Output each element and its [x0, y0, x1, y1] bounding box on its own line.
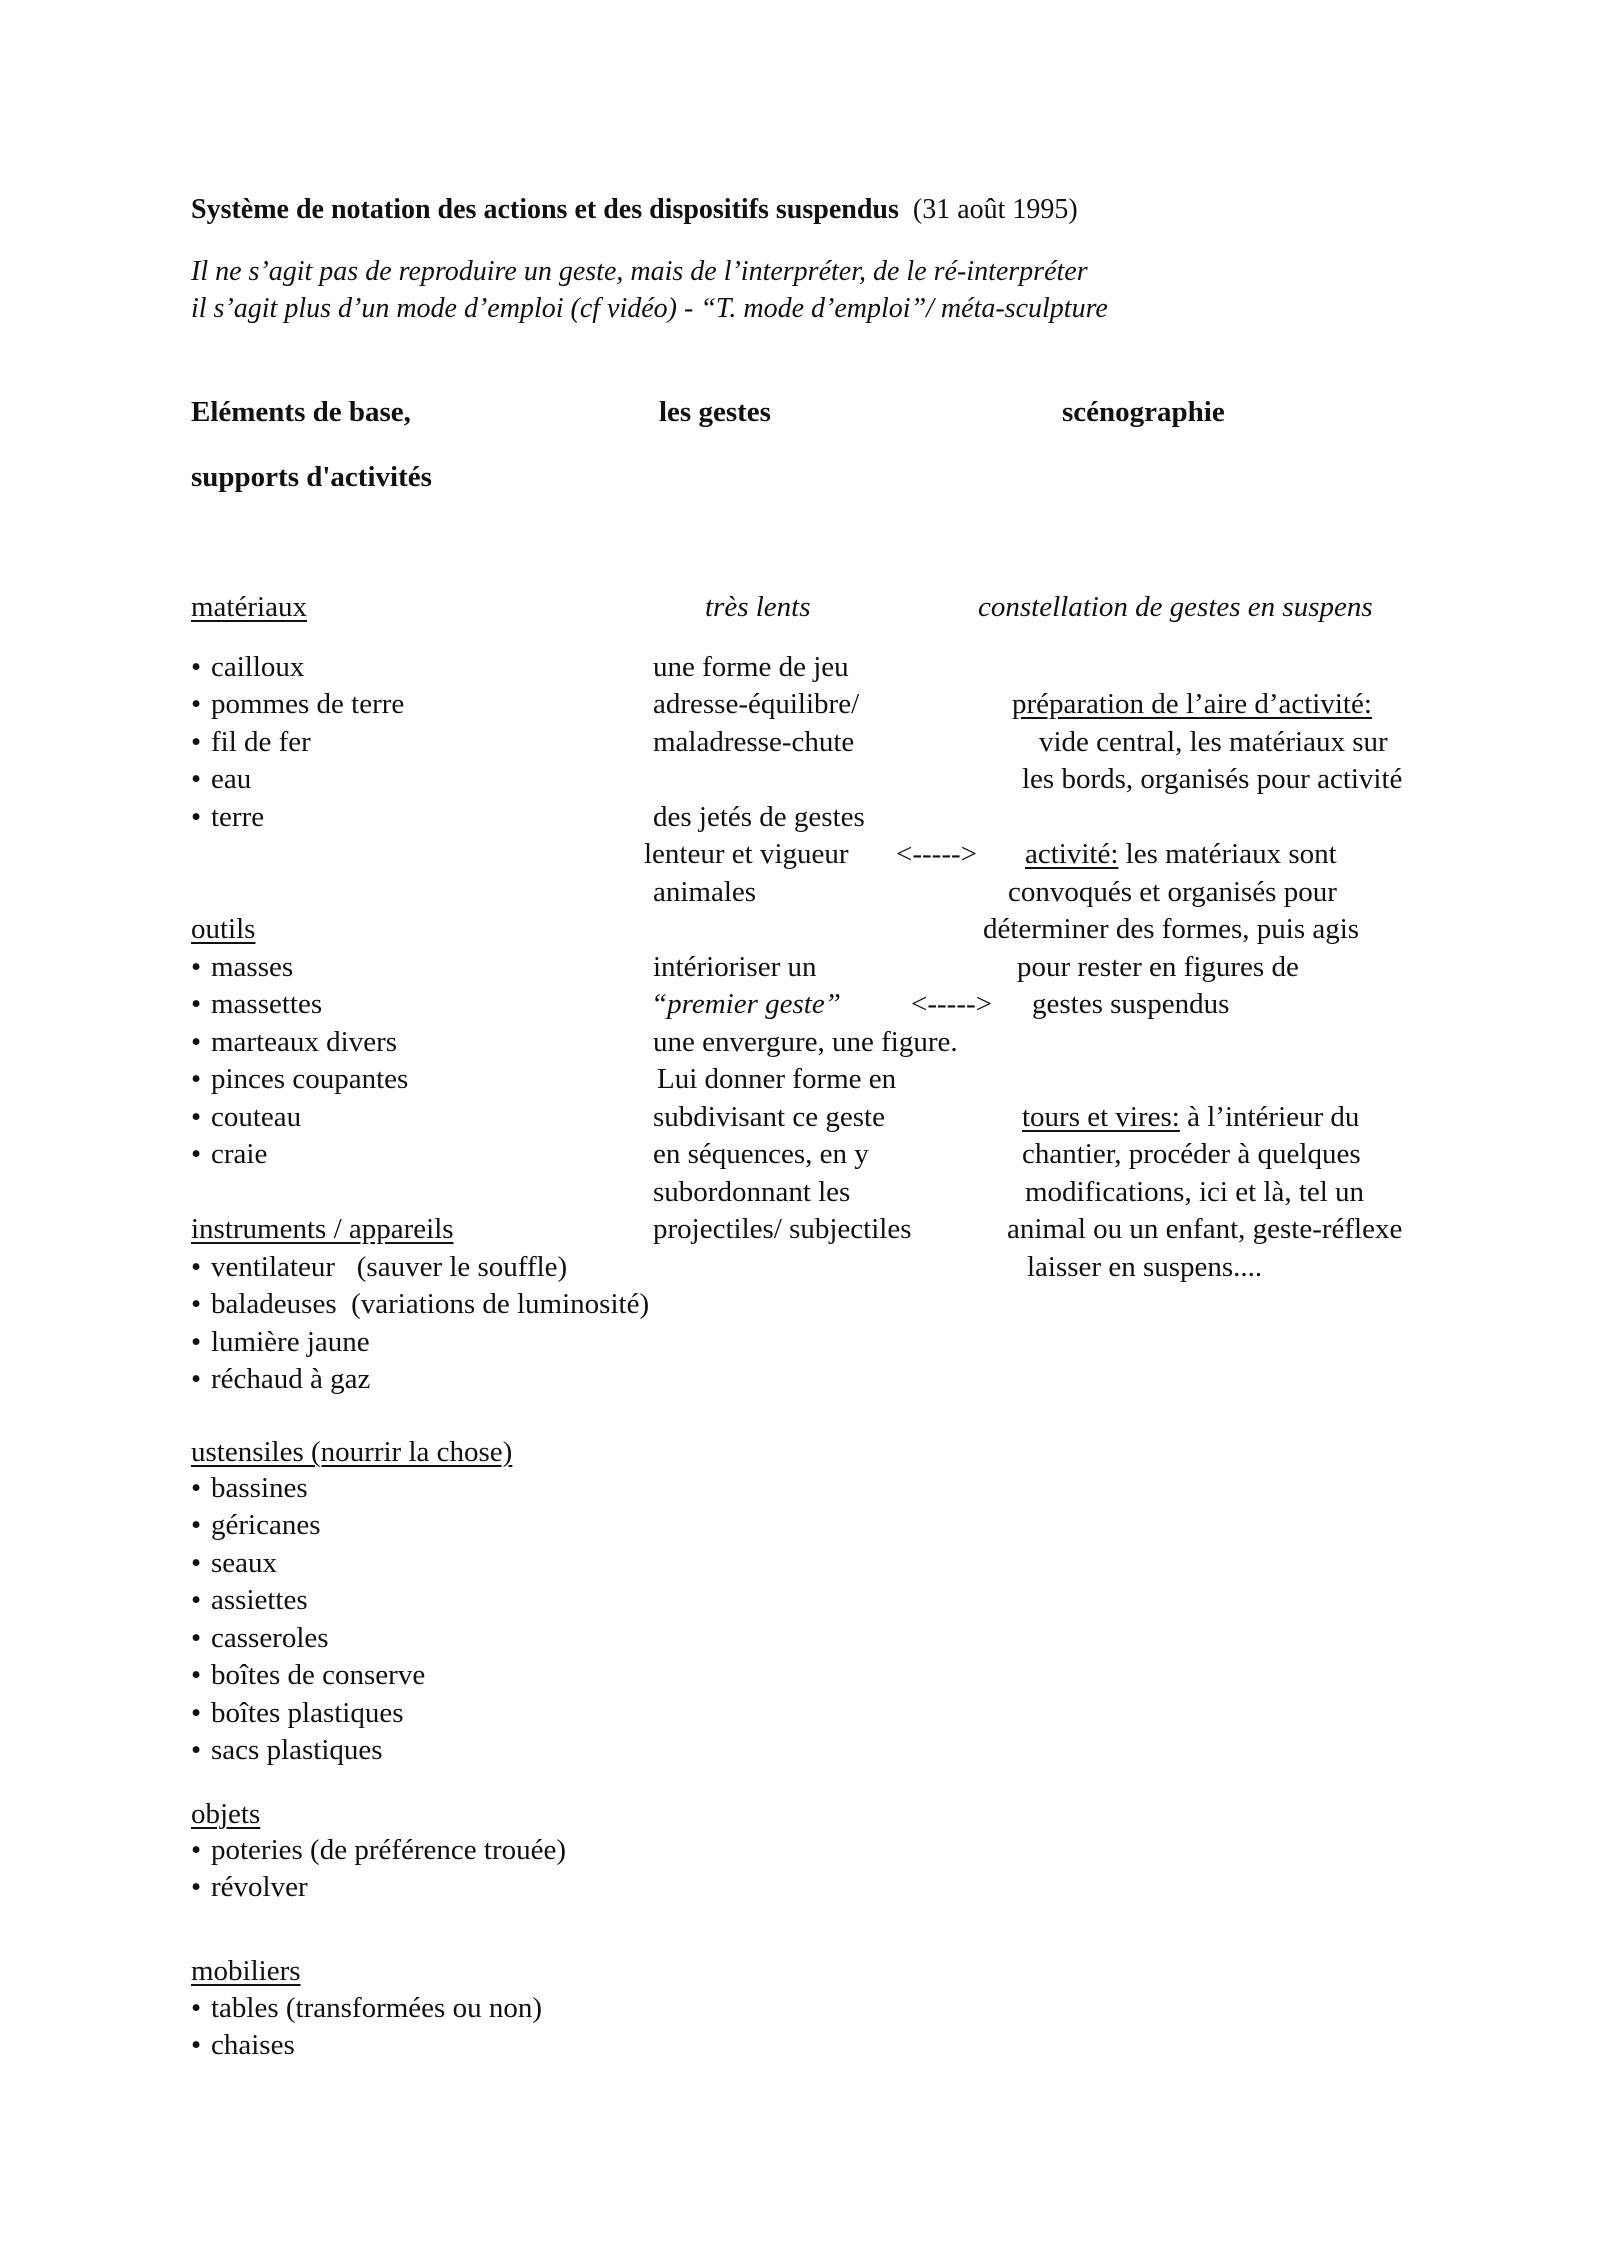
bullet-icon: • — [191, 1547, 202, 1579]
list-item-text: boîtes de conserve — [211, 1659, 426, 1691]
column-header-supports: supports d'activités — [191, 461, 432, 493]
bullet-icon: • — [191, 1138, 202, 1170]
list-item — [191, 1328, 370, 1357]
list-item — [191, 1290, 649, 1319]
double-arrow-icon: <-----> — [911, 988, 992, 1020]
list-item-text: géricanes — [211, 1509, 321, 1541]
column-header-gestes: les gestes — [659, 396, 771, 428]
bullet-icon: • — [191, 988, 202, 1020]
document-title-line — [191, 196, 1078, 224]
list-item-text: lumière jaune — [211, 1326, 370, 1358]
list-item-text: terre — [211, 801, 265, 833]
bullet-icon: • — [191, 801, 202, 833]
bullet-icon: • — [191, 1622, 202, 1654]
intro-line-1: Il ne s’agit pas de reproduire un geste, mais de l’interpréter, de le ré-interpréter — [191, 256, 1088, 287]
section-label-objets: objets — [191, 1798, 261, 1830]
subheader-constellation: constellation de gestes en suspens — [978, 591, 1373, 623]
list-item-text: baladeuses (variations de luminosité) — [211, 1288, 650, 1320]
list-item — [191, 690, 404, 719]
list-item-text: masses — [211, 951, 294, 983]
list-item-text: seaux — [211, 1547, 278, 1579]
list-item — [191, 1661, 425, 1690]
column-header-scenographie: scénographie — [1062, 396, 1225, 428]
list-item — [191, 1873, 308, 1902]
section-label-materiaux: matériaux — [191, 591, 307, 623]
bullet-icon: • — [191, 1288, 202, 1320]
gestes-line: adresse-équilibre/ — [653, 688, 860, 720]
list-item-text: cailloux — [211, 651, 305, 683]
column-header-elements: Eléments de base, — [191, 396, 411, 428]
scenographie-text: à l’intérieur du — [1179, 1101, 1360, 1133]
list-item — [191, 765, 251, 794]
bullet-icon: • — [191, 1251, 202, 1283]
scenographie-line: pour rester en figures de — [1017, 951, 1299, 983]
gestes-line: animales — [653, 876, 757, 908]
document-title: Système de notation des actions et des dispositifs suspendus — [191, 194, 899, 225]
list-item-text: fil de fer — [211, 726, 311, 758]
scenographie-line: chantier, procéder à quelques — [1022, 1138, 1361, 1170]
bullet-icon: • — [191, 1697, 202, 1729]
list-item-text: pinces coupantes — [211, 1063, 409, 1095]
bullet-icon: • — [191, 1509, 202, 1541]
list-item-text: réchaud à gaz — [211, 1363, 371, 1395]
bullet-icon: • — [191, 763, 202, 795]
bullet-icon: • — [191, 1992, 202, 2024]
scenographie-line: laisser en suspens.... — [1027, 1251, 1263, 1283]
list-item-text: poteries (de préférence trouée) — [211, 1834, 567, 1866]
section-label-instruments: instruments / appareils — [191, 1213, 454, 1245]
list-item-text: ventilateur (sauver le souffle) — [211, 1251, 568, 1283]
bullet-icon: • — [191, 726, 202, 758]
bullet-icon: • — [191, 1063, 202, 1095]
gestes-line: une forme de jeu — [653, 651, 849, 683]
bullet-icon: • — [191, 1101, 202, 1133]
list-item — [191, 1699, 404, 1728]
list-item-text: casseroles — [211, 1622, 329, 1654]
bullet-icon: • — [191, 1834, 202, 1866]
list-item — [191, 1065, 408, 1094]
list-item — [191, 1836, 566, 1865]
list-item — [191, 1028, 397, 1057]
bullet-icon: • — [191, 1659, 202, 1691]
list-item-text: pommes de terre — [211, 688, 405, 720]
list-item — [191, 1140, 267, 1169]
list-item — [191, 1365, 370, 1394]
list-item — [191, 1511, 321, 1540]
bullet-icon: • — [191, 651, 202, 683]
scenographie-label-activite: activité: — [1025, 838, 1119, 870]
list-item — [191, 2031, 295, 2060]
list-item — [191, 1549, 277, 1578]
gestes-line: une envergure, une figure. — [653, 1026, 958, 1058]
list-item — [191, 728, 311, 757]
list-item — [191, 1103, 301, 1132]
scenographie-line: les bords, organisés pour activité — [1022, 763, 1403, 795]
list-item — [191, 803, 264, 832]
list-item — [191, 1586, 308, 1615]
list-item — [191, 990, 322, 1019]
gestes-line-premier-geste: “premier geste” — [651, 988, 841, 1020]
list-item-text: couteau — [211, 1101, 302, 1133]
bullet-icon: • — [191, 688, 202, 720]
double-arrow-icon: <-----> — [896, 838, 977, 870]
section-label-ustensiles: ustensiles (nourrir la chose) — [191, 1436, 513, 1468]
scenographie-line: animal ou un enfant, geste-réflexe — [1007, 1213, 1403, 1245]
list-item-text: chaises — [211, 2029, 295, 2061]
scenographie-line: vide central, les matériaux sur — [1039, 726, 1388, 758]
list-item — [191, 1474, 308, 1503]
list-item — [191, 1253, 567, 1282]
intro-line-2: il s’agit plus d’un mode d’emploi (cf vidéo) - “T. mode d’emploi”/ méta-sculpture — [191, 293, 1108, 324]
section-label-mobiliers: mobiliers — [191, 1955, 301, 1987]
bullet-icon: • — [191, 1584, 202, 1616]
list-item — [191, 1624, 329, 1653]
gestes-line: subordonnant les — [653, 1176, 851, 1208]
bullet-icon: • — [191, 1326, 202, 1358]
scenographie-label-tours: tours et vires: — [1022, 1101, 1180, 1133]
list-item-text: révolver — [211, 1871, 308, 1903]
scenographie-line: convoqués et organisés pour — [1008, 876, 1337, 908]
list-item — [191, 653, 304, 682]
list-item-text: assiettes — [211, 1584, 308, 1616]
gestes-line: projectiles/ subjectiles — [653, 1213, 912, 1245]
scenographie-line: gestes suspendus — [1032, 988, 1230, 1020]
scenographie-activite-line — [1025, 840, 1337, 869]
scenographie-label-preparation: préparation de l’aire d’activité: — [1012, 688, 1372, 720]
list-item — [191, 1736, 383, 1765]
list-item-text: massettes — [211, 988, 323, 1020]
list-item — [191, 1994, 542, 2023]
list-item-text: sacs plastiques — [211, 1734, 383, 1766]
subheader-tres-lents: très lents — [705, 591, 811, 623]
gestes-line: lenteur et vigueur — [644, 838, 849, 870]
scenographie-tours-line — [1022, 1103, 1359, 1132]
list-item-text: eau — [211, 763, 252, 795]
section-label-outils: outils — [191, 913, 256, 945]
scenographie-text: les matériaux sont — [1118, 838, 1337, 870]
list-item-text: bassines — [211, 1472, 308, 1504]
gestes-line: intérioriser un — [653, 951, 817, 983]
list-item-text: marteaux divers — [211, 1026, 398, 1058]
gestes-line: en séquences, en y — [653, 1138, 869, 1170]
document-date: (31 août 1995) — [912, 194, 1078, 225]
bullet-icon: • — [191, 1734, 202, 1766]
scenographie-line: modifications, ici et là, tel un — [1025, 1176, 1365, 1208]
list-item-text: craie — [211, 1138, 268, 1170]
list-item-text: boîtes plastiques — [211, 1697, 404, 1729]
list-item-text: tables (transformées ou non) — [211, 1992, 542, 2024]
gestes-line: maladresse-chute — [653, 726, 855, 758]
bullet-icon: • — [191, 2029, 202, 2061]
bullet-icon: • — [191, 1363, 202, 1395]
scenographie-line: déterminer des formes, puis agis — [983, 913, 1360, 945]
gestes-line: subdivisant ce geste — [653, 1101, 885, 1133]
bullet-icon: • — [191, 1026, 202, 1058]
list-item — [191, 953, 293, 982]
gestes-line: des jetés de gestes — [653, 801, 865, 833]
gestes-line: Lui donner forme en — [657, 1063, 897, 1095]
bullet-icon: • — [191, 1472, 202, 1504]
bullet-icon: • — [191, 1871, 202, 1903]
bullet-icon: • — [191, 951, 202, 983]
